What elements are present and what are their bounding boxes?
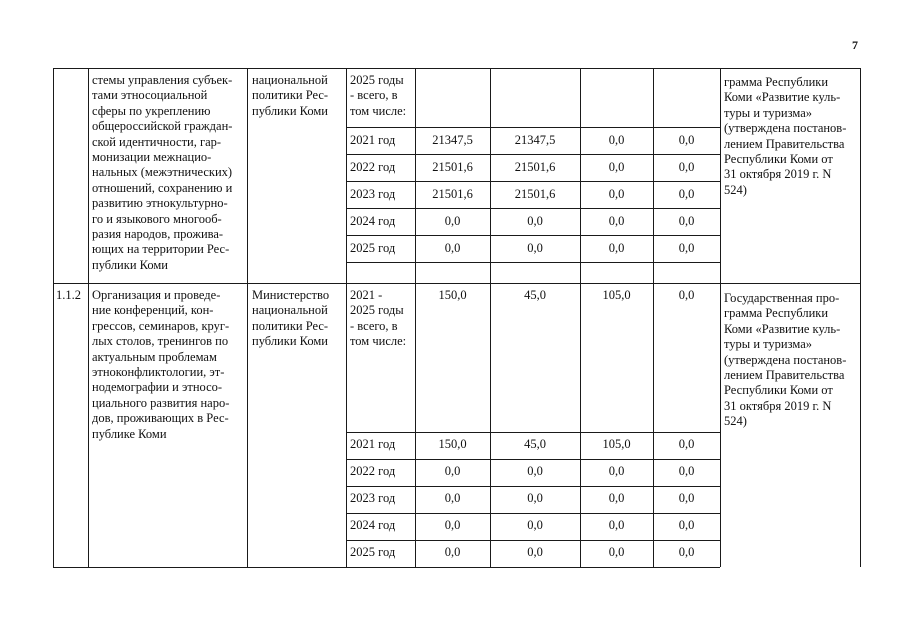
row-divider [346, 432, 720, 433]
row-divider [346, 486, 720, 487]
program-text: 31 октября 2019 г. N [724, 398, 832, 413]
amount-cell: 21501,6 [432, 187, 473, 201]
amount-cell: 0,0 [678, 214, 695, 228]
program-text: Коми «Развитие куль- [724, 90, 841, 105]
executor-text: Министерство [252, 288, 330, 302]
measure-description-text: отношений, сохранению и [92, 180, 233, 195]
year-cell: 2021 год [350, 133, 396, 147]
page-number: 7 [852, 38, 858, 52]
period-text: - всего, в [350, 318, 398, 333]
measure-description-text: дов, проживающих в Рес- [92, 411, 229, 426]
amount-cell: 0,0 [527, 518, 543, 532]
measure-description-text: этноконфликтологии, эт- [92, 365, 225, 379]
row-divider [346, 262, 720, 263]
amount-cell: 0,0 [678, 545, 695, 559]
amount-cell: 150,0 [438, 288, 467, 302]
amount-cell: 0,0 [678, 133, 695, 147]
measure-description-text: актуальным проблемам [92, 349, 217, 364]
program-text: 524) [724, 182, 747, 197]
amount-cell: 0,0 [608, 133, 625, 147]
amount-cell: 0,0 [444, 464, 461, 478]
column-divider [346, 68, 347, 567]
amount-cell: 0,0 [444, 214, 461, 228]
program-text: грамма Республики [724, 75, 829, 89]
executor-text: публики Коми [252, 103, 328, 118]
amount-cell: 105,0 [602, 437, 631, 451]
amount-cell: 21501,6 [514, 160, 556, 174]
measure-description-text: нодемографии и этносо- [92, 380, 223, 395]
amount-cell: 0,0 [444, 518, 461, 532]
amount-cell: 0,0 [608, 214, 625, 228]
measure-description-text: разия народов, прожива- [92, 227, 224, 241]
amount-cell: 0,0 [608, 241, 625, 255]
table-right-border [860, 68, 861, 567]
program-text: Коми «Развитие куль- [724, 321, 841, 336]
program-text: 524) [724, 414, 747, 429]
measure-description-text: тами этносоциальной [92, 88, 208, 103]
amount-cell: 0,0 [608, 464, 625, 478]
amount-cell: 0,0 [678, 518, 695, 532]
amount-cell: 0,0 [444, 491, 461, 505]
executor-text: национальной [252, 303, 328, 318]
year-cell: 2021 год [350, 437, 396, 451]
amount-cell: 21347,5 [432, 133, 473, 147]
measure-description-text: ющих на территории Рес- [92, 242, 230, 257]
measure-description-text: общероссийской граждан- [92, 119, 233, 134]
measure-description-text: лых столов, тренингов по [92, 334, 229, 349]
row-divider [346, 208, 720, 209]
row-divider [346, 540, 720, 541]
measure-description-text: публике Коми [92, 426, 167, 441]
period-text: 2025 годы [350, 73, 404, 87]
program-text: туры и туризма» [724, 337, 813, 352]
row-divider [346, 459, 720, 460]
amount-cell: 0,0 [608, 187, 625, 201]
program-text: Республики Коми от [724, 383, 833, 398]
amount-cell: 0,0 [527, 491, 543, 505]
amount-cell: 0,0 [527, 464, 543, 478]
row-divider [346, 513, 720, 514]
year-cell: 2023 год [350, 491, 396, 505]
amount-cell: 0,0 [608, 491, 625, 505]
measure-description-text: циального развития наро- [92, 395, 230, 410]
period-text: том числе: [350, 103, 407, 118]
measure-description-text: стемы управления субъек- [92, 73, 233, 87]
item-number: 1.1.2 [56, 288, 81, 302]
column-divider [88, 68, 89, 567]
amount-cell: 0,0 [678, 187, 695, 201]
year-cell: 2023 год [350, 187, 396, 201]
table-bottom-border [53, 567, 720, 568]
program-text: туры и туризма» [724, 105, 813, 120]
measure-description-text: го и языкового многооб- [92, 211, 222, 226]
measure-description-text: монизации межнацио- [92, 150, 212, 164]
year-cell: 2024 год [350, 214, 396, 228]
program-text: лением Правительства [724, 136, 845, 151]
amount-cell: 150,0 [438, 437, 467, 451]
amount-cell: 0,0 [678, 464, 695, 478]
period-text: том числе: [350, 334, 407, 349]
year-cell: 2025 год [350, 241, 396, 255]
section-divider [53, 283, 860, 284]
amount-cell: 0,0 [678, 160, 695, 174]
amount-cell: 0,0 [678, 437, 695, 451]
executor-text: национальной [252, 73, 328, 87]
measure-description-text: нальных (межэтнических) [92, 165, 233, 180]
program-text: Республики Коми от [724, 152, 833, 166]
executor-text: публики Коми [252, 334, 328, 349]
program-text: (утверждена постанов- [724, 121, 847, 136]
row-divider [346, 181, 720, 182]
year-cell: 2025 год [350, 545, 396, 559]
amount-cell: 0,0 [678, 288, 695, 302]
program-text: грамма Республики [724, 306, 829, 321]
executor-text: политики Рес- [252, 318, 329, 333]
measure-description-text: ние конференций, кон- [92, 303, 214, 318]
year-cell: 2022 год [350, 464, 396, 478]
year-cell: 2024 год [350, 518, 396, 532]
column-divider [720, 68, 721, 567]
measure-description-text: развитию этнокультурно- [92, 196, 228, 211]
year-cell: 2022 год [350, 160, 396, 174]
row-divider [346, 127, 720, 128]
amount-cell: 21347,5 [514, 133, 556, 147]
measure-description-text: публики Коми [92, 257, 168, 272]
program-text: лением Правительства [724, 368, 845, 382]
program-text: (утверждена постанов- [724, 352, 847, 367]
column-divider [247, 68, 248, 567]
amount-cell: 0,0 [444, 241, 461, 255]
amount-cell: 0,0 [678, 491, 695, 505]
row-divider [346, 235, 720, 236]
program-text: 31 октября 2019 г. N [724, 167, 832, 182]
amount-cell: 105,0 [602, 288, 631, 302]
amount-cell: 0,0 [527, 214, 543, 228]
amount-cell: 0,0 [608, 160, 625, 174]
program-text: Государственная про- [724, 291, 840, 305]
amount-cell: 45,0 [524, 437, 546, 451]
period-text: 2025 годы [350, 303, 404, 318]
amount-cell: 0,0 [527, 241, 543, 255]
amount-cell: 0,0 [608, 545, 625, 559]
table-top-border [53, 68, 860, 69]
period-text: 2021 - [350, 288, 383, 302]
measure-description-text: сферы по укреплению [92, 103, 211, 118]
measure-description-text: ской идентичности, гар- [92, 134, 222, 149]
executor-text: политики Рес- [252, 88, 329, 103]
amount-cell: 0,0 [527, 545, 543, 559]
column-divider [53, 68, 54, 567]
measure-description-text: Организация и проведе- [92, 288, 221, 302]
amount-cell: 0,0 [678, 241, 695, 255]
measure-description-text: грессов, семинаров, круг- [92, 318, 230, 333]
row-divider [346, 154, 720, 155]
amount-cell: 21501,6 [432, 160, 473, 174]
amount-cell: 0,0 [608, 518, 625, 532]
period-text: - всего, в [350, 88, 398, 103]
amount-cell: 0,0 [444, 545, 461, 559]
amount-cell: 21501,6 [514, 187, 556, 201]
amount-cell: 45,0 [524, 288, 546, 302]
